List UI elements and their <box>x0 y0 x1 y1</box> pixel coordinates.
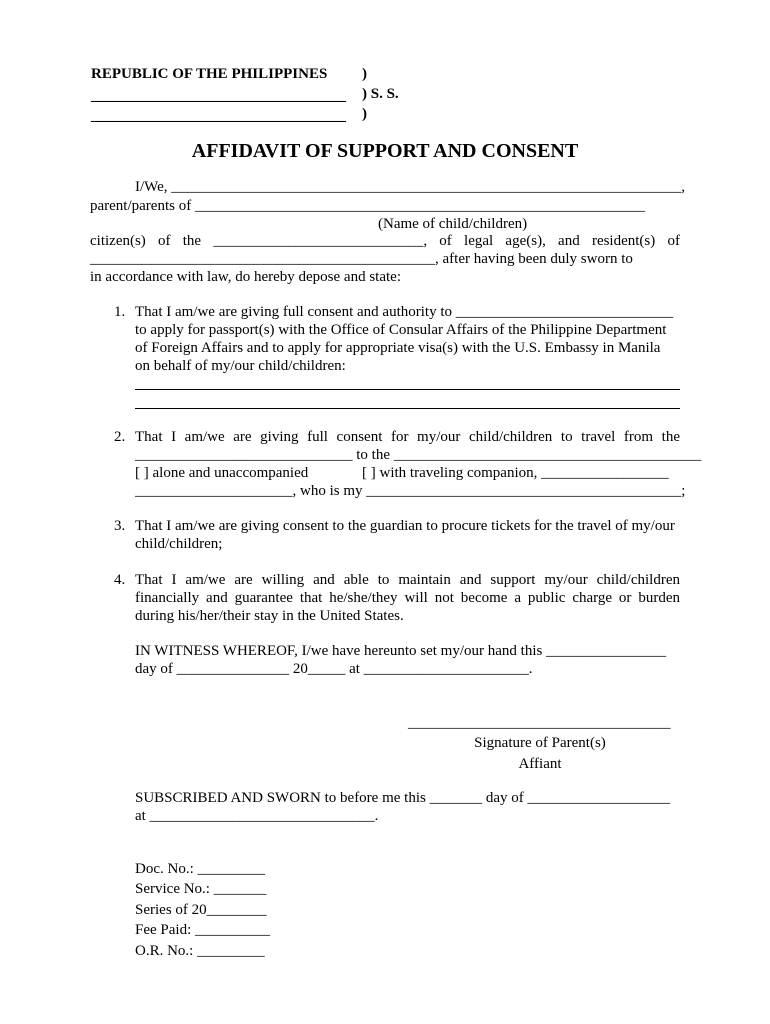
intro-line-1: I/We, ____________________________________________________________________, <box>135 179 686 195</box>
document-title: AFFIDAVIT OF SUPPORT AND CONSENT <box>191 140 579 162</box>
item-1-blank-line-2 <box>135 408 680 409</box>
service-no: Service No.: _______ <box>135 881 267 897</box>
venue-paren-1: ) <box>362 66 367 82</box>
intro-line-3: citizen(s) of the ____________________________, of legal age(s), and resident(s) of <box>90 233 680 249</box>
witness-line-1: IN WITNESS WHEREOF, I/we have hereunto set my/our hand this ________________ <box>135 643 667 659</box>
item-1-line-4: on behalf of my/our child/children: <box>135 358 346 374</box>
item-3-line-2: child/children; <box>135 536 223 552</box>
item-4-line-1: That I am/we are willing and able to maintain and support my/our child/children <box>135 572 680 588</box>
item-3-line-1: That I am/we are giving consent to the guardian to procure tickets for the travel of my/our <box>135 518 675 534</box>
subscribed-line-2: at ______________________________. <box>135 808 379 824</box>
item-2-number: 2. <box>114 429 126 445</box>
intro-line-4: ______________________________________________, after having been duly sworn to <box>90 251 633 267</box>
item-4-line-3: during his/her/their stay in the United States. <box>135 608 404 624</box>
item-2-line-1: That I am/we are giving full consent for my/our child/children to travel from the <box>135 429 680 445</box>
item-2-alone-option: [ ] alone and unaccompanied <box>135 465 309 481</box>
subscribed-line-1: SUBSCRIBED AND SWORN to before me this _______ day of ___________________ <box>135 790 670 806</box>
venue-line-2: __________________________________ <box>91 108 346 124</box>
item-4-number: 4. <box>114 572 126 588</box>
item-2-line-4: _____________________, who is my __________________________________________; <box>135 483 686 499</box>
intro-line-5: in accordance with law, do hereby depose and state: <box>90 269 401 285</box>
item-1-line-1: That I am/we are giving full consent and authority to _____________________________ <box>135 304 674 320</box>
venue-paren-3: ) <box>362 106 367 122</box>
country-heading: REPUBLIC OF THE PHILIPPINES <box>91 66 328 82</box>
venue-line-1: __________________________________ <box>91 88 346 104</box>
affiant-label: Affiant <box>518 756 562 772</box>
witness-line-2: day of _______________ 20_____ at ______________________. <box>135 661 533 677</box>
item-4-line-2: financially and guarantee that he/she/they will not become a public charge or burden <box>135 590 680 606</box>
item-3-number: 3. <box>114 518 126 534</box>
item-1-blank-line-1 <box>135 389 680 390</box>
series-of: Series of 20________ <box>135 902 267 918</box>
signature-label: Signature of Parent(s) <box>474 735 606 751</box>
venue-ss: ) S. S. <box>362 86 399 102</box>
name-caption: (Name of child/children) <box>378 216 528 232</box>
item-2-companion-option: [ ] with traveling companion, _________________ <box>362 465 669 481</box>
item-1-line-2: to apply for passport(s) with the Office of Consular Affairs of the Philippine Department <box>135 322 667 338</box>
intro-line-2: parent/parents of ____________________________________________________________ <box>90 198 645 214</box>
fee-paid: Fee Paid: __________ <box>135 922 270 938</box>
item-1-line-3: of Foreign Affairs and to apply for appropriate visa(s) with the U.S. Embassy in Manila <box>135 340 661 356</box>
item-2-line-2: _____________________________ to the _________________________________________ <box>135 447 702 463</box>
signature-line: ___________________________________ <box>408 715 671 731</box>
or-no: O.R. No.: _________ <box>135 943 265 959</box>
doc-no: Doc. No.: _________ <box>135 861 265 877</box>
item-1-number: 1. <box>114 304 126 320</box>
